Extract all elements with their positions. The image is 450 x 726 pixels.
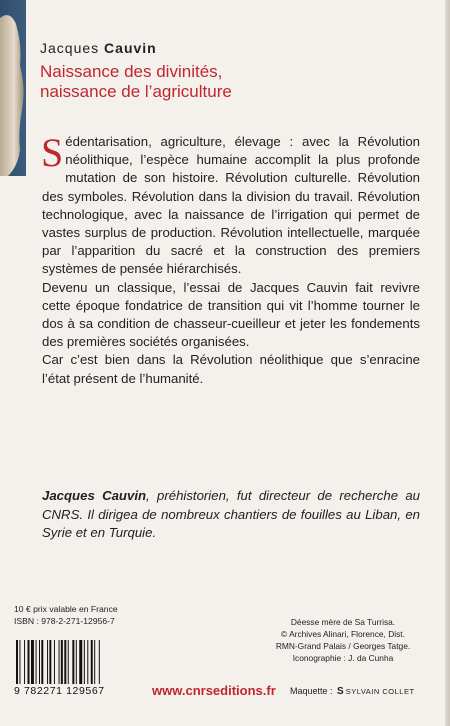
- price-block: [14, 603, 118, 627]
- credit-line-4: Iconographie : J. da Cunha: [292, 653, 394, 663]
- author-last-name: Cauvin: [104, 40, 157, 56]
- maquette-label: Maquette :: [290, 686, 333, 696]
- title-line-2: naissance de l’agriculture: [40, 82, 232, 101]
- description-paragraph-2: Devenu un classique, l’essai de Jacques Cauvin fait revivre cette époque fondatrice de transition qui vit l’homme tourner le dos à sa condition de chasseur-cueilleur et jeter les fondements des premières sociétés organisées.: [42, 279, 420, 350]
- description-p1-text: édentarisation, agriculture, élevage : avec la Révolution néolithique, l’espèce humaine accomplit la plus profonde mutation de son histoire. Révolution culturelle. Révolution des symboles. Révolution dans la division du travail. Révolution technologique, avec la naissance de l’irrigation qui permet de vastes surplus de production. Révolution intellectuelle, marquée par l’apparition du sacré et la construction des premiers systèmes de pensée hiérarchisés.: [42, 134, 420, 277]
- price-line: 10 € prix valable en France: [14, 604, 118, 614]
- credit-line-1: Déesse mère de Sa Turrisa.: [290, 617, 396, 627]
- credit-line-2: © Archives Alinari, Florence, Dist.: [281, 629, 405, 639]
- barcode-image: [14, 640, 134, 686]
- bio-author-name: Jacques Cauvin: [42, 488, 147, 503]
- barcode-number: 9 782271 129567: [14, 685, 105, 697]
- drop-cap: S: [41, 130, 64, 175]
- description-paragraph-1: [41, 130, 420, 279]
- credit-line-3: RMN-Grand Palais / Georges Tatge.: [275, 641, 411, 651]
- author-name: [40, 40, 157, 56]
- sylvain-collet-logo: S: [337, 686, 344, 697]
- design-credit: [290, 686, 415, 697]
- author-bio: [42, 487, 420, 543]
- bio-text: , préhistorien, fut directeur de recherche au CNRS. Il dirigea de nombreux chantiers de fouilles au Liban, en Syrie et en Turquie.: [42, 488, 420, 541]
- book-title: [40, 62, 340, 102]
- title-line-1: Naissance des divinités,: [40, 62, 223, 81]
- isbn-line: ISBN : 978-2-271-12956-7: [14, 616, 115, 626]
- goddess-statue-image: [0, 0, 26, 176]
- cover-edge: [445, 0, 450, 726]
- publisher-website[interactable]: www.cnrseditions.fr: [152, 683, 276, 698]
- description-paragraph-3: Car c’est bien dans la Révolution néolithique que s’enracine l’état présent de l’humanité.: [42, 352, 420, 386]
- author-first-name: Jacques: [40, 40, 100, 56]
- studio-name: SYLVAIN COLLET: [345, 687, 415, 696]
- description: [41, 130, 420, 388]
- image-credits: [254, 616, 432, 664]
